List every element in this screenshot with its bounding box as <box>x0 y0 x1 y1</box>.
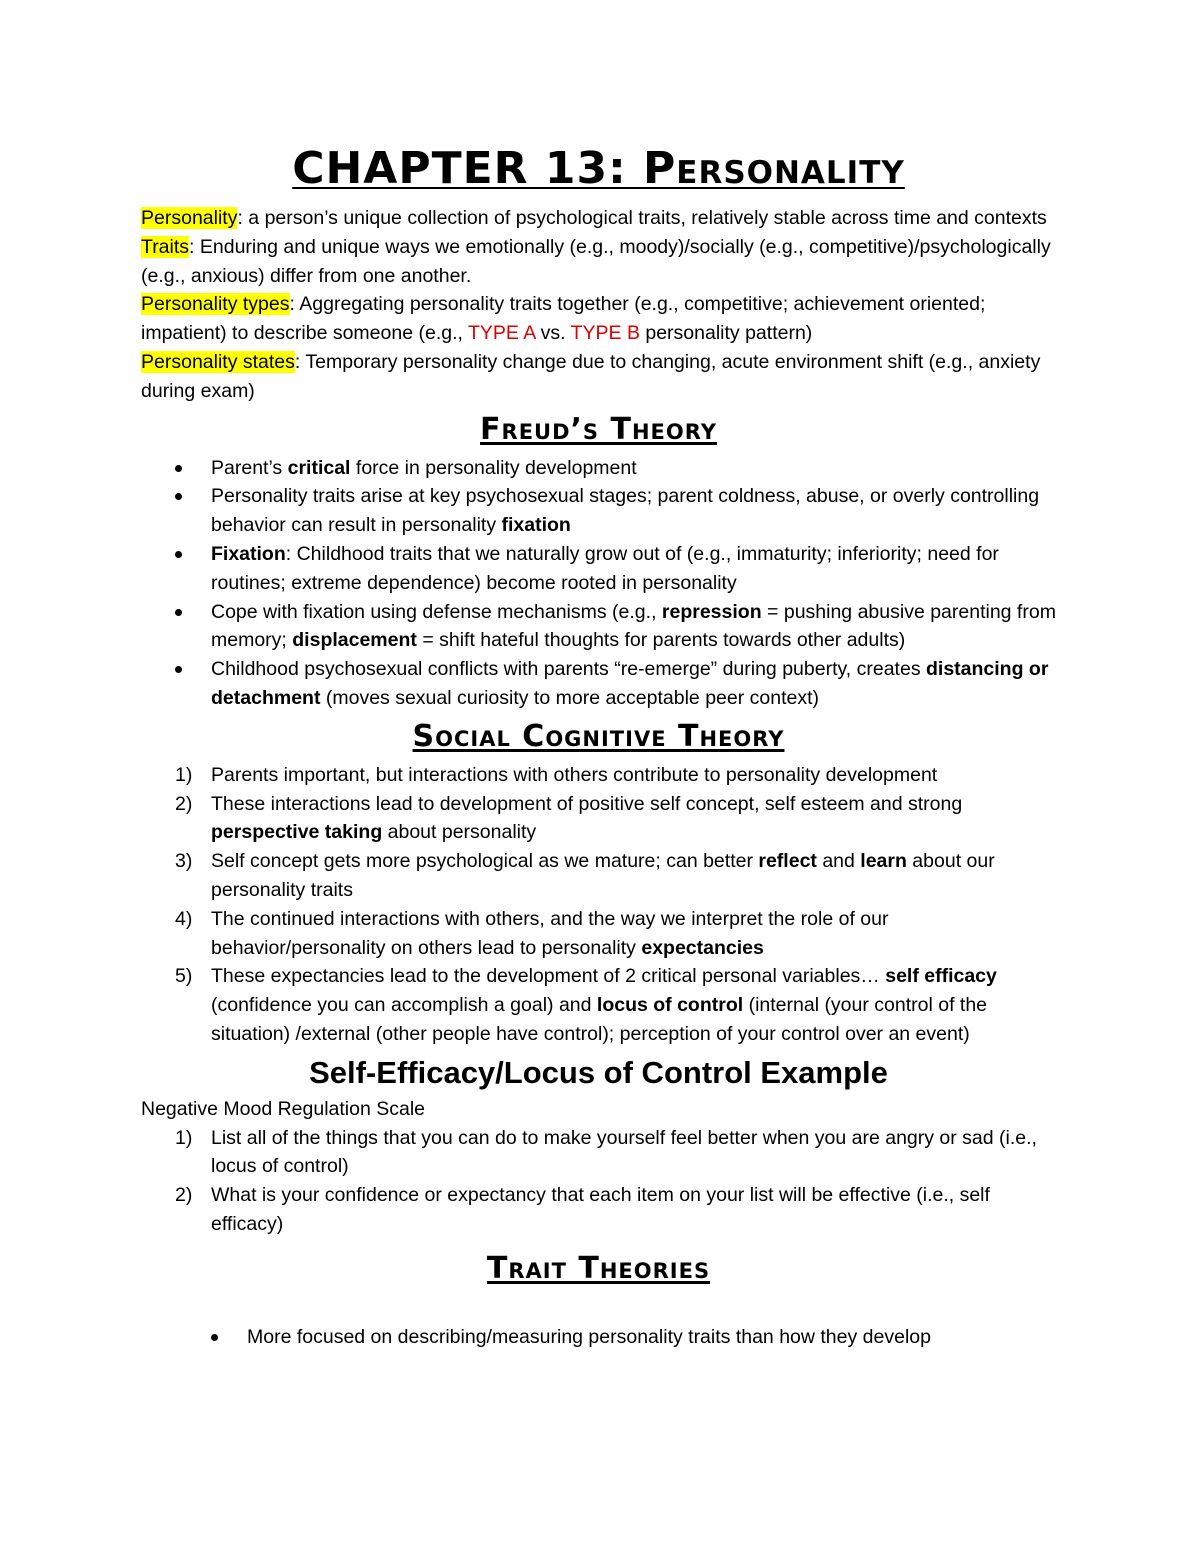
self-efficacy-heading: Self-Efficacy/Locus of Control Example <box>309 1054 888 1090</box>
definitions <box>141 204 1056 406</box>
term-personality-states: Personality states <box>141 350 295 373</box>
freud-list <box>141 454 1056 713</box>
type-b-label: TYPE B <box>570 322 640 345</box>
trait-list <box>141 1323 1056 1352</box>
list-item: 3) Self concept gets more psychological as we mature; can better reflect and learn about our personality traits <box>175 850 995 901</box>
list-item: Personality traits arise at key psychosexual stages; parent coldness, abuse, or overly controlling behavior can result in personality fixation <box>141 482 1056 540</box>
definition-personality-types: Personality types: Aggregating personality traits together (e.g., competitive; achievement oriented; impatient) to describe someone (e.g., TYPE A vs. TYPE B personality pattern) <box>141 293 986 345</box>
list-item: Cope with fixation using defense mechanisms (e.g., repression = pushing abusive parenting from memory; displacement = shift hateful thoughts for parents towards other adults) <box>141 598 1056 656</box>
scale-label: Negative Mood Regulation Scale <box>141 1097 426 1120</box>
list-item: Childhood psychosexual conflicts with parents “re-emerge” during puberty, creates distancing or detachment (moves sexual curiosity to more acceptable peer context) <box>141 655 1056 713</box>
definition-traits: Traits: Enduring and unique ways we emotionally (e.g., moody)/socially (e.g., competitive)/psychologically (e.g., anxious) differ from one another. <box>141 235 1051 287</box>
list-item: 5) These expectancies lead to the development of 2 critical personal variables… self efficacy (confidence you can accomplish a goal) and locus of control (internal (your control of the situation) /external (other people have control); perception of your control over an event) <box>175 965 997 1045</box>
example-list <box>141 1124 1056 1239</box>
trait-theories-heading: Trait Theories <box>486 1250 711 1286</box>
list-item: 4) The continued interactions with others, and the way we interpret the role of our behavior/personality on others lead to personality expectancies <box>175 907 889 959</box>
term-traits: Traits <box>141 235 190 258</box>
social-cognitive-heading: Social Cognitive Theory <box>412 718 785 754</box>
document-page <box>141 140 1056 1352</box>
term-personality-types: Personality types <box>141 293 290 316</box>
term-personality: Personality <box>141 207 238 229</box>
list-item: 2) These interactions lead to development of positive self concept, self esteem and strong perspective taking about personality <box>175 792 963 844</box>
type-a-label: TYPE A <box>467 322 536 345</box>
list-item: More focused on describing/measuring personality traits than how they develop <box>141 1323 1056 1352</box>
social-cognitive-list <box>141 761 1056 1049</box>
definition-personality: Personality: a person’s unique collection of psychological traits, relatively stable across time and contexts <box>141 207 1047 229</box>
list-item: 2) What is your confidence or expectancy that each item on your list will be effective (i.e., self efficacy) <box>175 1184 990 1235</box>
freud-heading: Freud’s Theory <box>480 411 717 447</box>
spacer <box>141 1293 1056 1323</box>
list-item: Parent’s critical force in personality development <box>141 454 1056 483</box>
definition-personality-states: Personality states: Temporary personality change due to changing, acute environment shift (e.g., anxiety during exam) <box>141 350 1041 402</box>
list-item: 1) Parents important, but interactions with others contribute to personality development <box>175 763 938 786</box>
chapter-title: CHAPTER 13: Personality <box>292 143 905 194</box>
list-item: 1) List all of the things that you can do to make yourself feel better when you are angry or sad (i.e., locus of control) <box>175 1126 1037 1178</box>
list-item: Fixation: Childhood traits that we naturally grow out of (e.g., immaturity; inferiority; need for routines; extreme dependence) become rooted in personality <box>141 540 1056 598</box>
